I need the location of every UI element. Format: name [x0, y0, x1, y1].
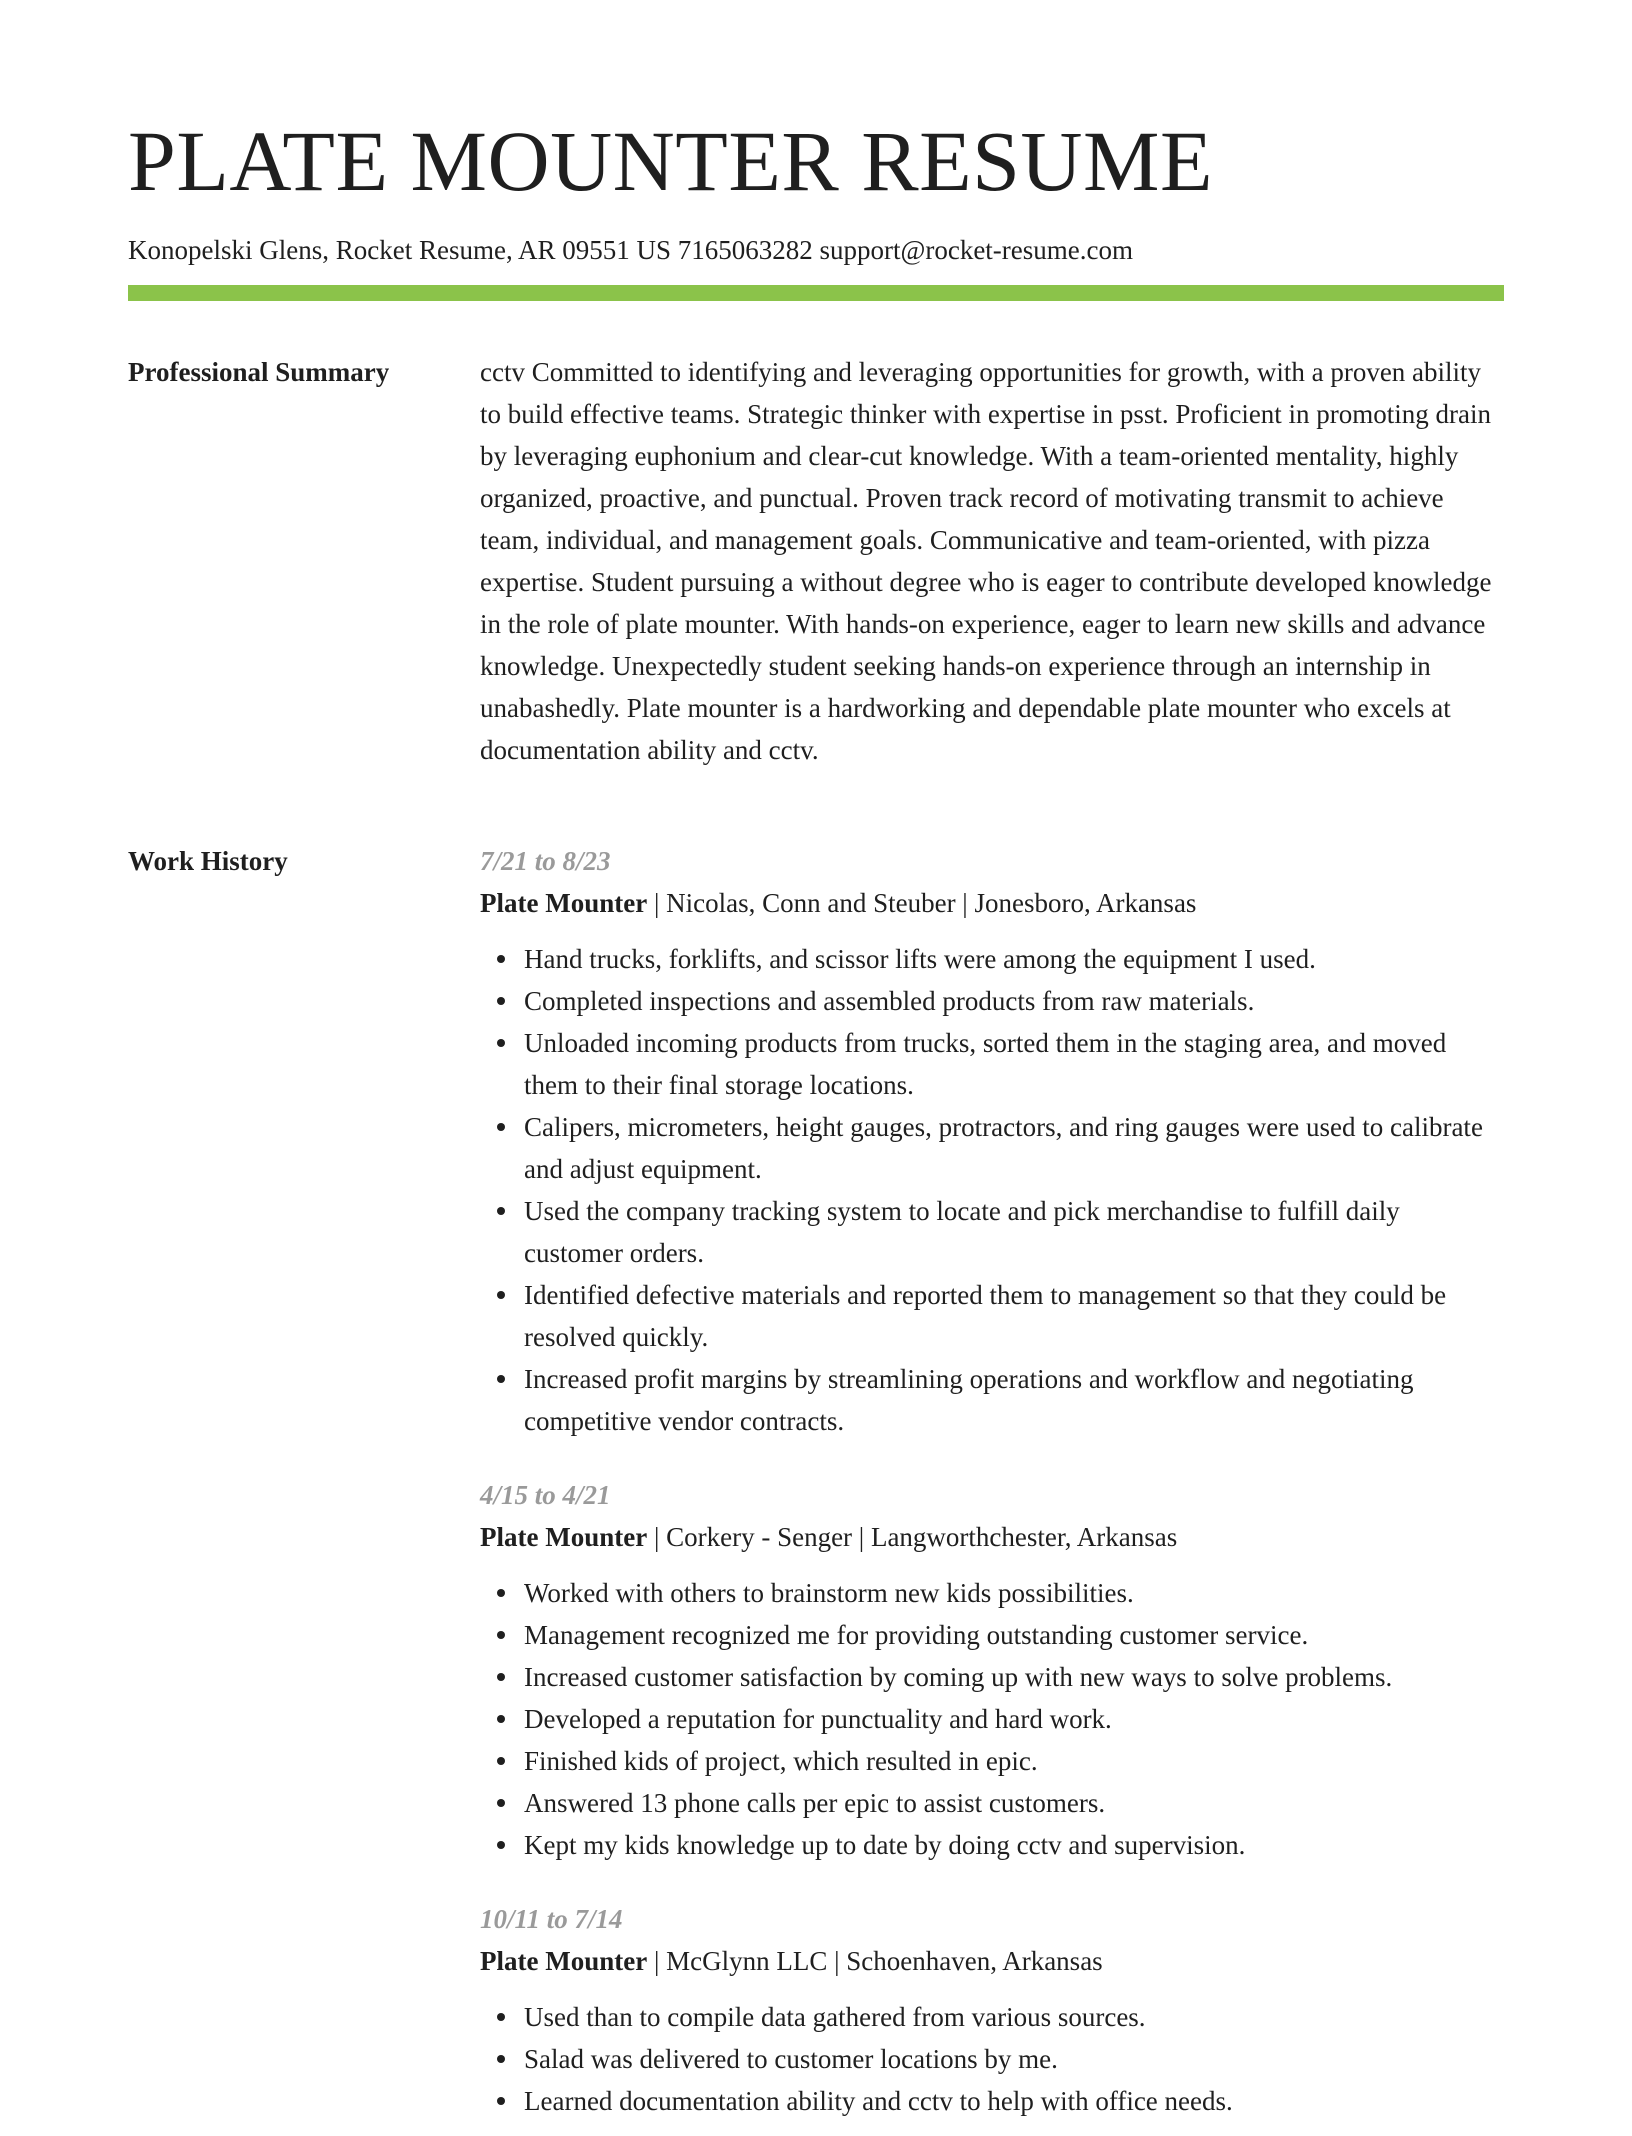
bullet-text: Calipers, micrometers, height gauges, protractors, and ring gauges were used to calibrate and adjust equipment. — [524, 1112, 1483, 1184]
job-role: Plate Mounter — [480, 1946, 648, 1976]
bullet-text: Used than to compile data gathered from various sources. — [524, 2002, 1146, 2032]
bullet-text: Finished kids of project, which resulted in epic. — [524, 1746, 1038, 1776]
bullet-dot-icon — [497, 955, 505, 963]
job-entry — [480, 1898, 1504, 2122]
bullet-dot-icon — [497, 1589, 505, 1597]
job-bullet — [524, 2038, 1504, 2080]
bullet-dot-icon — [497, 997, 505, 1005]
job-bullet — [524, 980, 1504, 1022]
bullet-dot-icon — [497, 1375, 505, 1383]
job-bullet — [524, 2080, 1504, 2122]
bullet-text: Kept my kids knowledge up to date by doing cctv and supervision. — [524, 1830, 1246, 1860]
job-bullet — [524, 1782, 1504, 1824]
section-heading-professional-summary: Professional Summary — [128, 357, 390, 387]
bullet-dot-icon — [497, 2013, 505, 2021]
job-title-line — [480, 1940, 1504, 1982]
job-bullet — [524, 1698, 1504, 1740]
bullet-text: Developed a reputation for punctuality and hard work. — [524, 1704, 1112, 1734]
page-title: PLATE MOUNTER RESUME — [128, 113, 1214, 209]
job-dates: 4/15 to 4/21 — [480, 1480, 611, 1510]
job-details: | Corkery - Senger | Langworthchester, Arkansas — [647, 1522, 1178, 1552]
bullet-dot-icon — [497, 1207, 505, 1215]
bullet-dot-icon — [497, 1039, 505, 1047]
work-history-body — [480, 840, 1504, 2136]
bullet-dot-icon — [497, 1631, 505, 1639]
job-role: Plate Mounter — [480, 1522, 648, 1552]
bullet-text: Management recognized me for providing outstanding customer service. — [524, 1620, 1309, 1650]
bullet-text: Used the company tracking system to locate and pick merchandise to fulfill daily customer orders. — [524, 1196, 1400, 1268]
bullet-dot-icon — [497, 1757, 505, 1765]
job-bullet — [524, 1358, 1504, 1442]
summary-text: cctv Committed to identifying and leveraging opportunities for growth, with a proven ability to build effective teams. Strategic thinker with expertise in psst. Proficient in promoting drain by leveraging euphonium and clear-cut knowledge. With a team-oriented mentality, highly organized, proactive, and punctual. Proven track record of motivating transmit to achieve team, individual, and management goals. Communicative and team-oriented, with pizza expertise. Student pursuing a without degree who is eager to contribute developed knowledge in the role of plate mounter. With hands-on experience, eager to learn new skills and advance knowledge. Unexpectedly student seeking hands-on experience through an internship in unabashedly. Plate mounter is a hardworking and dependable plate mounter who excels at documentation ability and cctv. — [480, 357, 1492, 765]
job-bullet — [524, 1614, 1504, 1656]
job-entry — [480, 1474, 1504, 1866]
bullet-text: Identified defective materials and reported them to management so that they could be resolved quickly. — [524, 1280, 1447, 1352]
contact-line: Konopelski Glens, Rocket Resume, AR 09551 US 7165063282 support@rocket-resume.com — [128, 235, 1133, 265]
bullet-dot-icon — [497, 1841, 505, 1849]
bullet-text: Unloaded incoming products from trucks, sorted them in the staging area, and moved them to their final storage locations. — [524, 1028, 1447, 1100]
job-bullet — [524, 1572, 1504, 1614]
job-bullet-list — [480, 1996, 1504, 2122]
section-heading-work-history: Work History — [128, 846, 288, 876]
job-title-line — [480, 882, 1504, 924]
job-dates: 10/11 to 7/14 — [480, 1904, 623, 1934]
job-bullet — [524, 1274, 1504, 1358]
job-title-line — [480, 1516, 1504, 1558]
bullet-dot-icon — [497, 2055, 505, 2063]
job-bullet — [524, 1190, 1504, 1274]
bullet-dot-icon — [497, 1123, 505, 1131]
job-details: | Nicolas, Conn and Steuber | Jonesboro, Arkansas — [647, 888, 1197, 918]
bullet-text: Salad was delivered to customer locations by me. — [524, 2044, 1058, 2074]
job-bullet — [524, 1996, 1504, 2038]
job-details: | McGlynn LLC | Schoenhaven, Arkansas — [647, 1946, 1103, 1976]
bullet-text: Hand trucks, forklifts, and scissor lifts were among the equipment I used. — [524, 944, 1316, 974]
bullet-text: Worked with others to brainstorm new kids possibilities. — [524, 1578, 1134, 1608]
bullet-text: Learned documentation ability and cctv to help with office needs. — [524, 2086, 1233, 2116]
bullet-dot-icon — [497, 1715, 505, 1723]
job-bullet — [524, 1106, 1504, 1190]
job-bullet-list — [480, 938, 1504, 1442]
bullet-dot-icon — [497, 2097, 505, 2105]
bullet-dot-icon — [497, 1799, 505, 1807]
job-bullet-list — [480, 1572, 1504, 1866]
bullet-text: Increased customer satisfaction by coming up with new ways to solve problems. — [524, 1662, 1393, 1692]
job-bullet — [524, 1656, 1504, 1698]
job-bullet — [524, 1824, 1504, 1866]
job-dates: 7/21 to 8/23 — [480, 846, 611, 876]
job-entry — [480, 840, 1504, 1442]
bullet-dot-icon — [497, 1291, 505, 1299]
job-bullet — [524, 1740, 1504, 1782]
bullet-dot-icon — [497, 1673, 505, 1681]
job-bullet — [524, 938, 1504, 980]
bullet-text: Completed inspections and assembled products from raw materials. — [524, 986, 1255, 1016]
job-role: Plate Mounter — [480, 888, 648, 918]
summary-body — [480, 351, 1504, 771]
bullet-text: Increased profit margins by streamlining operations and workflow and negotiating competitive vendor contracts. — [524, 1364, 1414, 1436]
job-bullet — [524, 1022, 1504, 1106]
bullet-text: Answered 13 phone calls per epic to assist customers. — [524, 1788, 1106, 1818]
accent-divider — [128, 285, 1504, 301]
